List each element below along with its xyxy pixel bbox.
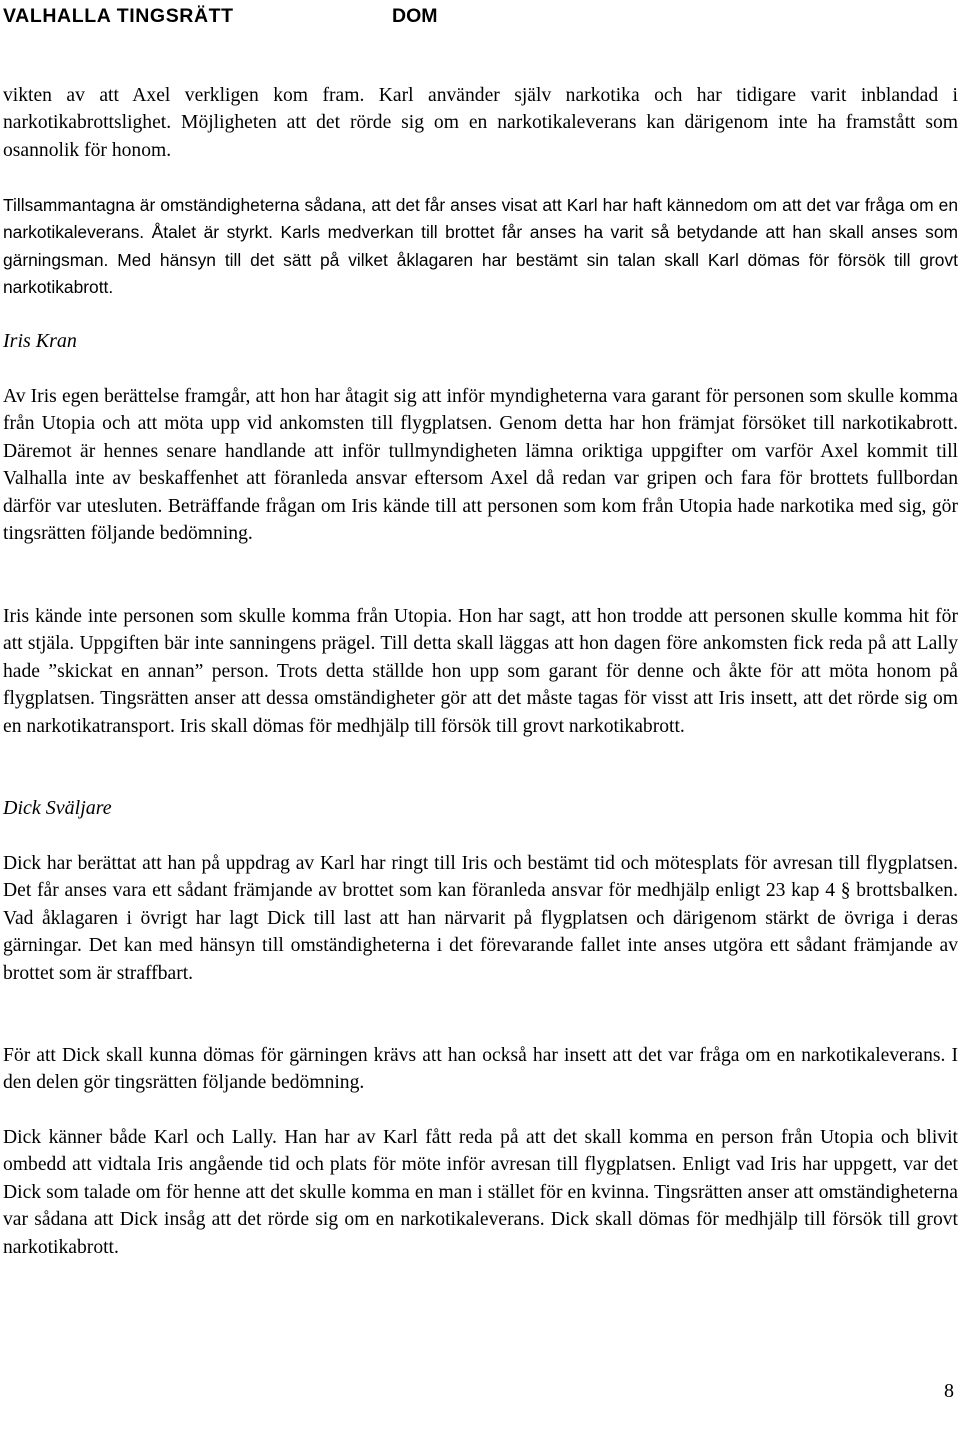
section-heading-dick-svaljare: Dick Sväljare (3, 797, 112, 819)
paragraph-karl-conclusion: Tillsammantagna är omständigheterna sådana, att det får anses visat att Karl har haft kännedom om att det var fråga om en narkotikaleverans. Åtalet är styrkt. Karls medverkan till brottet får anses ha varit så betydande att han skall anses som gärningsman. Med hänsyn till det sätt på vilket åklagaren har bestämt sin talan skall Karl dömas för försök till grovt narkotikabrott. (3, 195, 958, 298)
court-name: VALHALLA TINGSRÄTT (3, 5, 234, 27)
section-heading-iris-kran: Iris Kran (3, 330, 77, 352)
page-number: 8 (944, 1380, 954, 1402)
paragraph-iris-assessment: Iris kände inte personen som skulle komma från Utopia. Hon har sagt, att hon trodde att personen skulle komma hit för att stjäla. Uppgiften bär inte sanningens prägel. Till detta skall läggas att hon dagen före ankomsten fick reda på att Lally hade ”skickat en annan” person. Trots detta ställde hon upp som garant för denne och åkte för att möta honom på flygplatsen. Tingsrätten anser att dessa omständigheter gör att det måste tagas för visst att Iris insett, att det rörde sig om en narkotikatransport. Iris skall dömas för medhjälp till försök till grovt narkotikabrott. (3, 606, 958, 737)
paragraph-dick-requirement: För att Dick skall kunna dömas för gärningen krävs att han också har insett att det var fråga om en narkotikaleverans. I den delen gör tingsrätten följande bedömning. (3, 1045, 958, 1094)
paragraph-dick-assessment: Dick känner både Karl och Lally. Han har av Karl fått reda på att det skall komma en person från Utopia och blivit ombedd att vidtala Iris angående tid och plats för möte inför avresan till flygplatsen. Enligt vad Iris har uppgett, var det Dick som talade om för henne att det skulle komma en man i stället för en kvinna. Tingsrätten anser att omständigheterna var sådana att Dick insåg att det rörde sig om en narkotikaleverans. Dick skall dömas för medhjälp till försök till grovt narkotikabrott. (3, 1127, 958, 1258)
document-type: DOM (392, 5, 438, 27)
paragraph-iris-statement: Av Iris egen berättelse framgår, att hon har åtagit sig att inför myndigheterna vara garant för personen som skulle komma från Utopia och att möta upp vid ankomsten till flygplatsen. Genom detta har hon främjat försöket till narkotikabrott. Däremot är hennes senare handlande att inför tullmyndigheten lämna oriktiga uppgifter om varför Axel kommit till Valhalla inte av beskaffenhet att föranleda ansvar eftersom Axel då redan var gripen och fara för brottets fullbordan därför var utesluten. Beträffande frågan om Iris kände till att personen som kom från Utopia hade narkotika med sig, gör tingsrätten följande bedömning. (3, 386, 958, 545)
paragraph-karl-intent: vikten av att Axel verkligen kom fram. Karl använder själv narkotika och har tidigare varit inblandad i narkotikabrottslighet. Möjligheten att det rörde sig om en narkotikaleverans kan därigenom inte ha framstått som osannolik för honom. (3, 85, 958, 161)
paragraph-dick-statement: Dick har berättat att han på uppdrag av Karl har ringt till Iris och bestämt tid och mötesplats för avresan till flygplatsen. Det får anses vara ett sådant främjande av brottet som kan föranleda ansvar för medhjälp enligt 23 kap 4 § brottsbalken. Vad åklagaren i övrigt har lagt Dick till last att han närvarit på flygplatsen och därigenom stärkt de övriga i deras gärningar. Det kan med hänsyn till omständigheterna i det förevarande fallet inte anses utgöra ett sådant främjande av brottet som är straffbart. (3, 853, 958, 984)
